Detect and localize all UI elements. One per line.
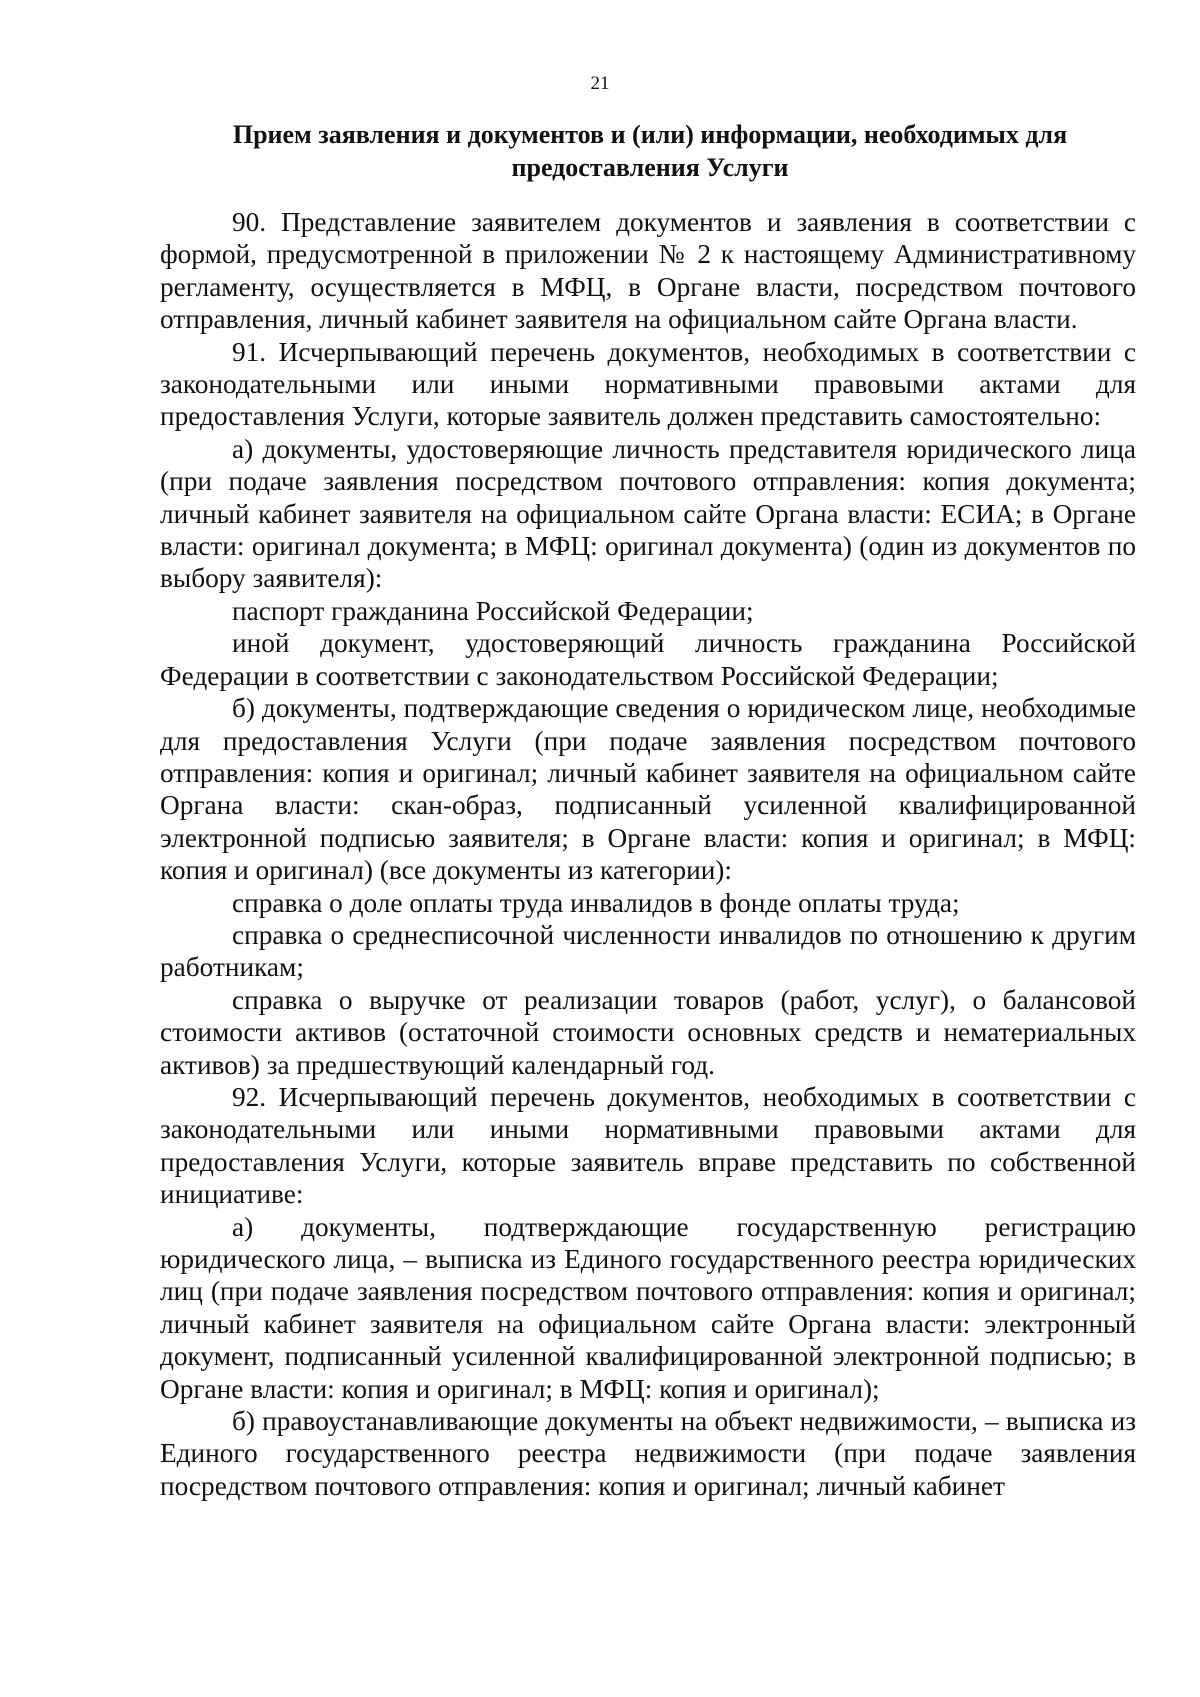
paragraph-90: 90. Представление заявителем документов и заявления в соответствии с формой, предусмотренной в приложении № 2 к настоящему Административному регламенту, осуществляется в МФЦ, в Органе власти, посредством почтового отправления, личный кабинет заявителя на официальном сайте Органа власти. [160, 207, 1136, 335]
list-item-passport: паспорт гражданина Российской Федерации; [232, 595, 754, 626]
paragraph-91-b: б) документы, подтверждающие сведения о юридическом лице, необходимые для предоставления Услуги (при подаче заявления посредством почтового отправления: копия и оригинал; личный кабинет заявителя на официальном сайте Органа власти: скан-образ, подписанный усиленной квалифицированной электронной подписью заявителя; в Органе власти: копия и оригинал; в МФЦ: копия и оригинал) (все документы из категории): [160, 693, 1136, 886]
list-item-payroll-share: справка о доле оплаты труда инвалидов в фонде оплаты труда; [232, 887, 960, 918]
list-item-revenue: справка о выручке от реализации товаров (работ, услуг), о балансовой стоимости активов (остаточной стоимости основных средств и нематериальных активов) за предшествующий календарный год. [160, 984, 1136, 1080]
list-item-headcount: справка о среднесписочной численности инвалидов по отношению к другим работникам; [160, 919, 1136, 983]
paragraph-92-b: б) правоустанавливающие документы на объект недвижимости, – выписка из Единого государственного реестра недвижимости (при подаче заявления посредством почтового отправления: копия и оригинал; личный кабинет [160, 1406, 1136, 1501]
paragraph-91: 91. Исчерпывающий перечень документов, необходимых в соответствии с законодательными или иными нормативными правовыми актами для предоставления Услуги, которые заявитель должен представить самостоятельно: [160, 336, 1136, 432]
page-number: 21 [590, 73, 610, 94]
paragraph-92-a: а) документы, подтверждающие государственную регистрацию юридического лица, – выписка из Единого государственного реестра юридических лиц (при подаче заявления посредством почтового отправления: копия и оригинал; личный кабинет заявителя на официальном сайте Органа власти: электронный документ, подписанный усиленной квалифицированной электронной подписью; в Органе власти: копия и оригинал; в МФЦ: копия и оригинал); [160, 1211, 1136, 1404]
section-heading: Прием заявления и документов и (или) информации, необходимых для предоставления Услуги [232, 120, 1068, 182]
document-body [160, 206, 1136, 1502]
paragraph-91-a: а) документы, удостоверяющие личность представителя юридического лица (при подаче заявления посредством почтового отправления: копия документа; личный кабинет заявителя на официальном сайте Органа власти: ЕСИА; в Органе власти: оригинал документа; в МФЦ: оригинал документа) (один из документов по выбору заявителя): [160, 433, 1136, 594]
paragraph-92: 92. Исчерпывающий перечень документов, необходимых в соответствии с законодательными или иными нормативными правовыми актами для предоставления Услуги, которые заявитель вправе представить по собственной инициативе: [160, 1081, 1136, 1210]
list-item-other-id: иной документ, удостоверяющий личность гражданина Российской Федерации в соответствии с законодательством Российской Федерации; [160, 628, 1136, 691]
